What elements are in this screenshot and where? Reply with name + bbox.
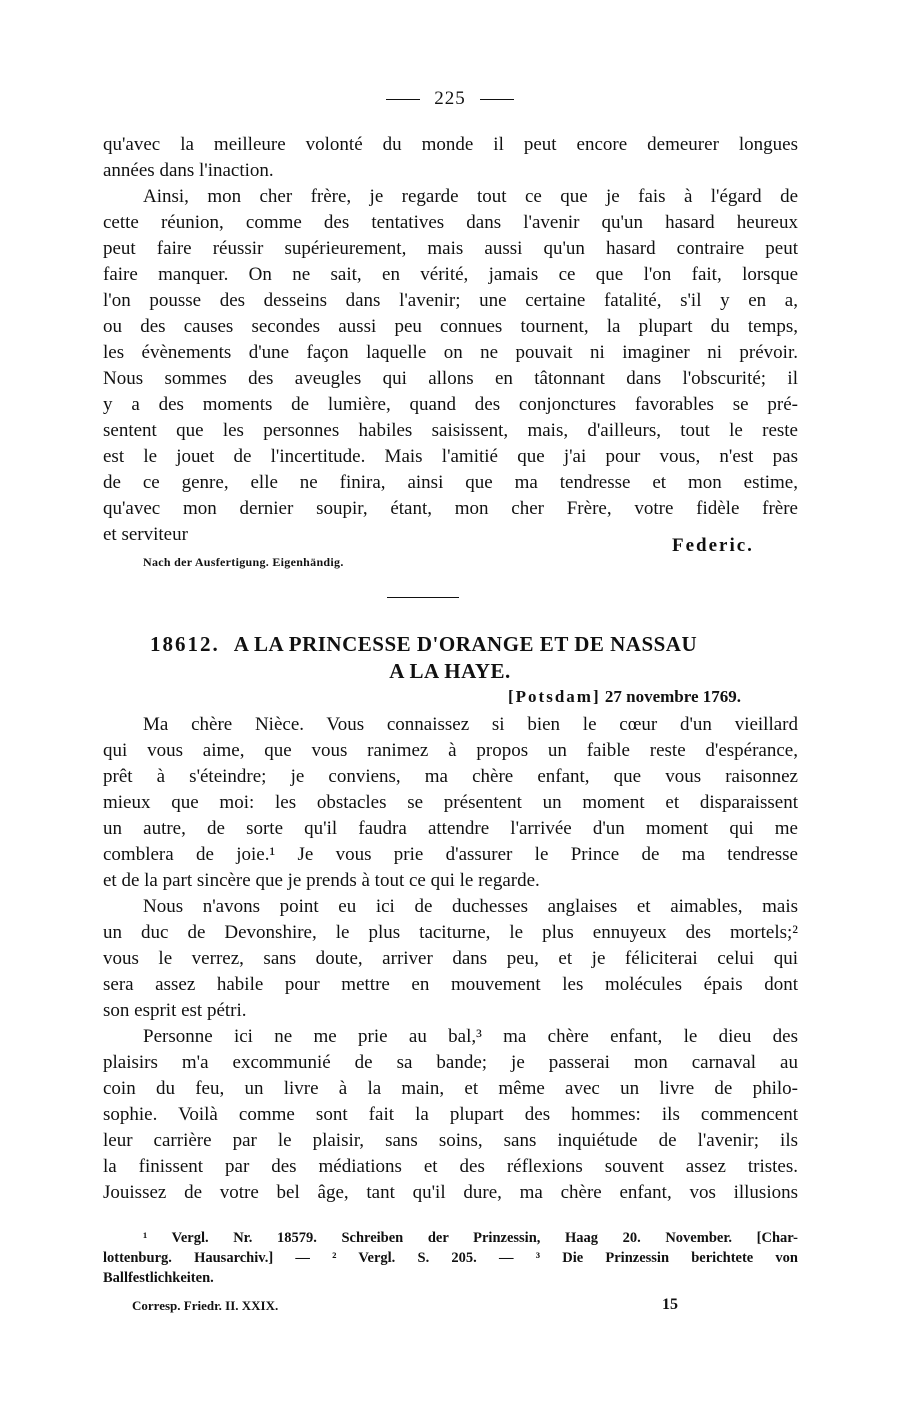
text-line: et de la part sincère que je prends à tout ce qui le regarde. <box>103 870 540 891</box>
text-line: un duc de Devonshire, le plus taciturne, le plus ennuyeux des mortels;² <box>103 922 798 943</box>
letter1-signature: Federic. <box>672 535 754 556</box>
text-line: sentent que les personnes habiles saisissent, mais, d'ailleurs, tout le reste <box>103 420 798 441</box>
text-line: est le jouet de l'incertitude. Mais l'amitié que j'ai pour vous, n'est pas <box>103 446 798 467</box>
text-line: faire manquer. On ne sait, en vérité, jamais ce que l'on fait, lorsque <box>103 264 798 285</box>
footnotes <box>103 1228 798 1288</box>
letter2-title-line1: A LA PRINCESSE D'ORANGE ET DE NASSAU <box>233 632 698 656</box>
text-line: et serviteur <box>103 524 188 545</box>
footnote-line: ¹ Vergl. Nr. 18579. Schreiben der Prinzessin, Haag 20. November. [Char- <box>143 1230 798 1246</box>
letter2-title <box>150 632 770 657</box>
text-line: Ainsi, mon cher frère, je regarde tout ce que je fais à l'égard de <box>143 186 798 207</box>
text-line: cette réunion, comme des tentatives dans l'avenir qu'un hasard heureux <box>103 212 798 233</box>
text-line: Ma chère Nièce. Vous connaissez si bien le cœur d'un vieillard <box>143 714 798 735</box>
text-line: coin du feu, un livre à la main, et même avec un livre de philo- <box>103 1078 798 1099</box>
text-line: y a des moments de lumière, quand des conjonctures favorables se pré- <box>103 394 798 415</box>
header-dash-left <box>386 99 420 100</box>
text-line: comblera de joie.¹ Je vous prie d'assurer le Prince de ma tendresse <box>103 844 798 865</box>
text-line: plaisirs m'a excommunié de sa bande; je passerai mon carnaval au <box>103 1052 798 1073</box>
letter2-number: 18612. <box>150 632 220 656</box>
text-line: Nous sommes des aveugles qui allons en tâtonnant dans l'obscurité; il <box>103 368 798 389</box>
text-line: prêt à s'éteindre; je conviens, ma chère enfant, que vous raisonnez <box>103 766 798 787</box>
letter2-date: 27 novembre 1769. <box>604 687 742 706</box>
text-line: mieux que moi: les obstacles se présentent un moment et disparaissent <box>103 792 798 813</box>
signature-mark: Corresp. Friedr. II. XXIX. <box>132 1298 279 1313</box>
text-line: ou des causes secondes aussi peu connues tournent, la plupart du temps, <box>103 316 798 337</box>
footnote-line: Ballfestlichkeiten. <box>103 1270 214 1286</box>
letter2-title-line2: A LA HAYE. <box>389 659 511 683</box>
letter2-dateline <box>508 687 741 707</box>
text-line: peut faire réussir supérieurement, mais aussi qu'un hasard contraire peut <box>103 238 798 259</box>
text-line: l'on pousse des desseins dans l'avenir; une certaine fatalité, s'il y en a, <box>103 290 798 311</box>
text-line: Nous n'avons point eu ici de duchesses anglaises et aimables, mais <box>143 896 798 917</box>
page-header <box>0 88 900 110</box>
text-line: vous le verrez, sans doute, arriver dans peu, et je féliciterai celui qui <box>103 948 798 969</box>
letter1-source-note: Nach der Ausfertigung. Eigenhändig. <box>143 555 344 569</box>
text-line: qu'avec la meilleure volonté du monde il peut encore demeurer longues <box>103 134 798 155</box>
letter2-place: [Potsdam] <box>508 687 601 706</box>
footnote-line: lottenburg. Hausarchiv.] — ² Vergl. S. 205. — ³ Die Prinzessin berichtete von <box>103 1250 798 1266</box>
text-line: les évènements d'une façon laquelle on ne pouvait ni imaginer ni prévoir. <box>103 342 798 363</box>
page-number: 225 <box>434 88 466 109</box>
text-line: la finissent par des médiations et des réflexions souvent assez tristes. <box>103 1156 798 1177</box>
text-line: Jouissez de votre bel âge, tant qu'il dure, ma chère enfant, vos illusions <box>103 1182 798 1203</box>
text-line: de ce genre, elle ne finira, ainsi que ma tendresse et mon estime, <box>103 472 798 493</box>
text-line: qu'avec mon dernier soupir, étant, mon cher Frère, votre fidèle frère <box>103 498 798 519</box>
text-line: un autre, de sorte qu'il faudra attendre l'arrivée d'un moment qui me <box>103 818 798 839</box>
header-dash-right <box>480 99 514 100</box>
text-line: années dans l'inaction. <box>103 160 274 181</box>
text-line: sera assez habile pour mettre en mouvement les molécules épais dont <box>103 974 798 995</box>
section-divider <box>387 597 459 598</box>
text-line: qui vous aime, que vous ranimez à propos un faible reste d'espérance, <box>103 740 798 761</box>
text-line: leur carrière par le plaisir, sans soins, sans inquiétude de l'avenir; ils <box>103 1130 798 1151</box>
text-line: son esprit est pétri. <box>103 1000 247 1021</box>
text-line: Personne ici ne me prie au bal,³ ma chère enfant, le dieu des <box>143 1026 798 1047</box>
text-line: sophie. Voilà comme sont fait la plupart des hommes: ils commencent <box>103 1104 798 1125</box>
sheet-number: 15 <box>662 1296 678 1313</box>
